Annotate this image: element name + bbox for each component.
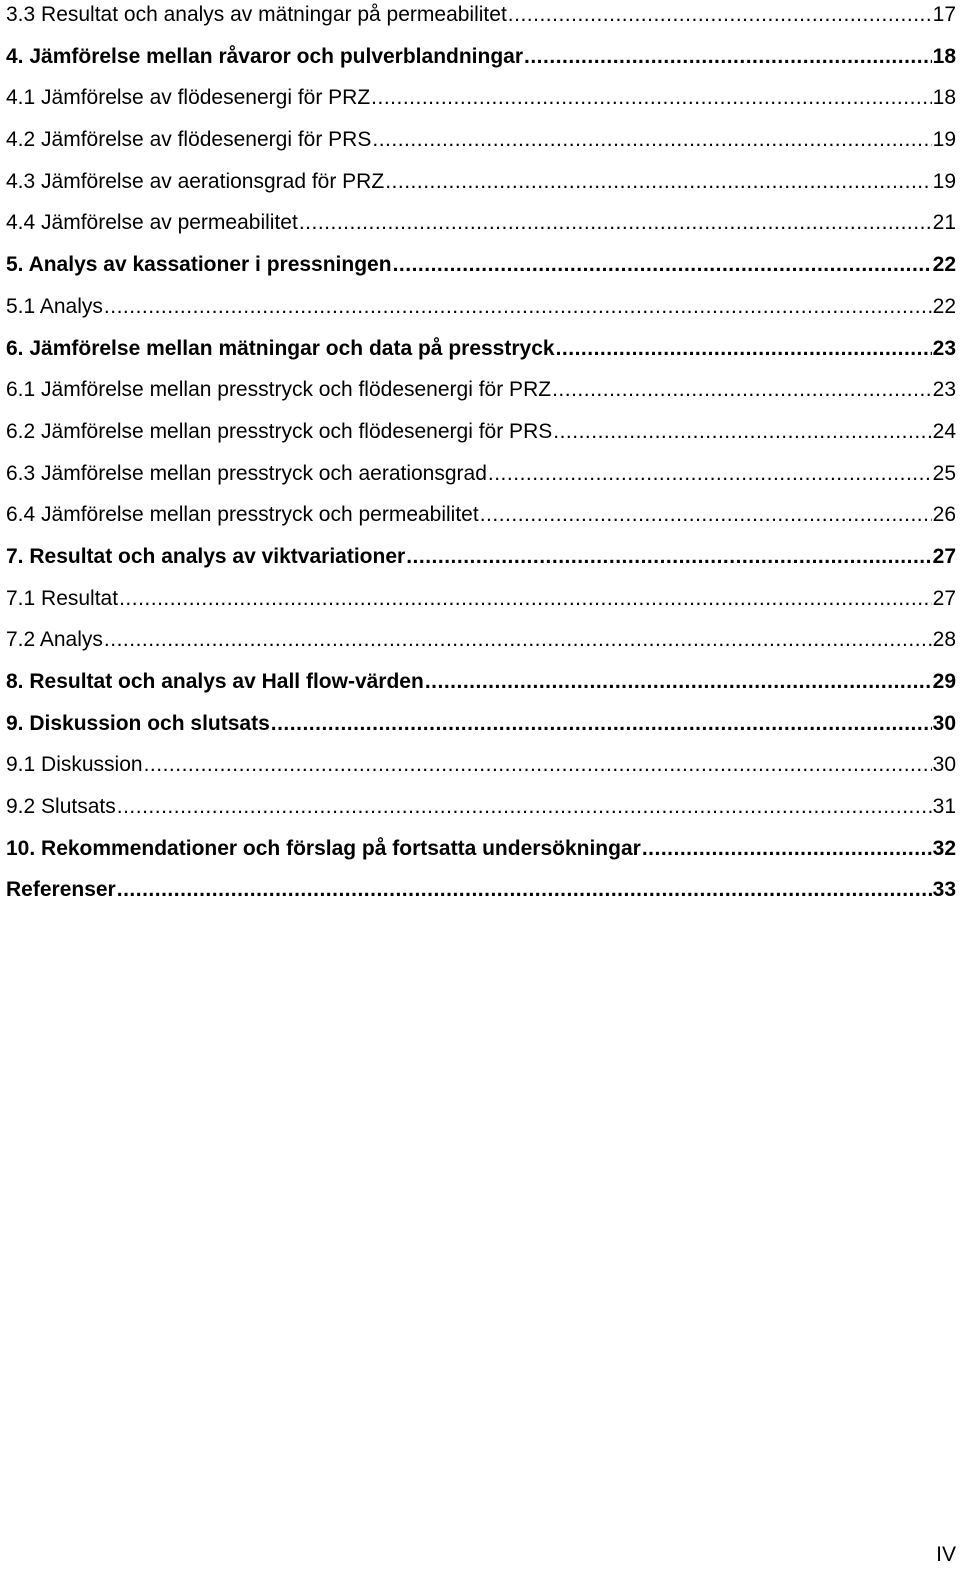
toc-dot-leader xyxy=(119,584,932,613)
toc-dot-leader xyxy=(488,459,932,488)
toc-entry[interactable] xyxy=(6,750,956,792)
toc-entry-page: 26 xyxy=(932,503,956,527)
toc-entry[interactable] xyxy=(6,667,956,709)
toc-entry-page: 24 xyxy=(932,419,956,443)
toc-entry[interactable] xyxy=(6,292,956,334)
toc-entry[interactable] xyxy=(6,125,956,167)
toc-entry-page: 18 xyxy=(932,86,956,110)
toc-entry-page: 23 xyxy=(932,378,956,402)
toc-entry[interactable] xyxy=(6,250,956,292)
toc-dot-leader xyxy=(552,375,932,404)
toc-entry-page: 28 xyxy=(932,628,956,652)
toc-dot-leader xyxy=(104,292,932,321)
toc-entry[interactable] xyxy=(6,875,956,917)
toc-entry-page: 30 xyxy=(932,711,956,735)
toc-dot-leader xyxy=(524,42,932,71)
toc-dot-leader xyxy=(117,875,932,904)
toc-entry-title: 7.1 Resultat xyxy=(6,586,119,610)
toc-entry[interactable] xyxy=(6,83,956,125)
toc-entry-title: 3.3 Resultat och analys av mätningar på permeabilitet xyxy=(6,3,507,26)
toc-entry-title: 9. Diskussion och slutsats xyxy=(6,711,270,735)
toc-entry[interactable] xyxy=(6,42,956,84)
toc-entry-title: 9.1 Diskussion xyxy=(6,753,143,777)
toc-entry-title: 7. Resultat och analys av viktvariationer xyxy=(6,544,406,568)
toc-entry[interactable] xyxy=(6,167,956,209)
toc-dot-leader xyxy=(372,125,931,154)
toc-dot-leader xyxy=(553,417,931,446)
toc-entry[interactable] xyxy=(6,375,956,417)
toc-entry-title: 10. Rekommendationer och förslag på fortsatta undersökningar xyxy=(6,836,641,860)
table-of-contents xyxy=(6,0,956,917)
toc-entry[interactable] xyxy=(6,834,956,876)
toc-entry[interactable] xyxy=(6,584,956,626)
toc-entry-title: 8. Resultat och analys av Hall flow-värden xyxy=(6,670,424,693)
toc-dot-leader xyxy=(144,750,932,779)
toc-dot-leader xyxy=(299,208,932,237)
toc-dot-leader xyxy=(406,542,931,571)
toc-dot-leader xyxy=(508,0,932,29)
toc-entry-title: 5. Analys av kassationer i pressningen xyxy=(6,253,392,277)
toc-entry-page: 18 xyxy=(932,44,956,68)
toc-entry-title: 9.2 Slutsats xyxy=(6,795,116,819)
toc-dot-leader xyxy=(117,792,932,821)
toc-entry-title: 7.2 Analys xyxy=(6,628,103,652)
toc-entry-page: 31 xyxy=(932,795,956,819)
toc-entry-page: 27 xyxy=(932,544,956,568)
toc-entry-page: 27 xyxy=(932,586,956,610)
toc-entry[interactable] xyxy=(6,0,956,42)
toc-entry-page: 30 xyxy=(932,753,956,777)
toc-dot-leader xyxy=(556,334,932,363)
toc-dot-leader xyxy=(385,167,931,196)
toc-entry[interactable] xyxy=(6,208,956,250)
toc-entry-title: 6.2 Jämförelse mellan presstryck och flödesenergi för PRS xyxy=(6,419,553,443)
toc-dot-leader xyxy=(480,500,932,529)
toc-entry-title: 6.1 Jämförelse mellan presstryck och flödesenergi för PRZ xyxy=(6,378,552,402)
toc-entry-title: 4.3 Jämförelse av aerationsgrad för PRZ xyxy=(6,169,385,193)
toc-entry-title: 4.1 Jämförelse av flödesenergi för PRZ xyxy=(6,86,371,110)
toc-entry-page: 22 xyxy=(932,294,956,318)
toc-entry-title: 6.4 Jämförelse mellan presstryck och permeabilitet xyxy=(6,503,479,527)
toc-entry[interactable] xyxy=(6,459,956,501)
toc-dot-leader xyxy=(393,250,932,279)
toc-entry-page: 33 xyxy=(932,878,956,902)
toc-entry-title: 6.3 Jämförelse mellan presstryck och aerationsgrad xyxy=(6,461,487,485)
toc-entry[interactable] xyxy=(6,417,956,459)
toc-entry-page: 32 xyxy=(932,836,956,860)
toc-entry[interactable] xyxy=(6,625,956,667)
toc-entry[interactable] xyxy=(6,500,956,542)
toc-dot-leader xyxy=(371,83,931,112)
toc-entry-page: 19 xyxy=(932,128,956,152)
toc-entry-page: 22 xyxy=(932,253,956,277)
toc-entry[interactable] xyxy=(6,334,956,376)
toc-entry[interactable] xyxy=(6,792,956,834)
toc-entry[interactable] xyxy=(6,542,956,584)
toc-entry-title: 4.4 Jämförelse av permeabilitet xyxy=(6,211,298,235)
toc-dot-leader xyxy=(642,834,932,863)
toc-entry-title: 6. Jämförelse mellan mätningar och data på presstryck xyxy=(6,336,555,360)
toc-dot-leader xyxy=(425,667,932,696)
toc-entry-page: 17 xyxy=(932,3,956,26)
toc-entry-page: 23 xyxy=(932,336,956,360)
page-number: IV xyxy=(936,1543,956,1566)
toc-entry-page: 19 xyxy=(932,169,956,193)
toc-entry-page: 25 xyxy=(932,461,956,485)
toc-entry-title: 4.2 Jämförelse av flödesenergi för PRS xyxy=(6,128,372,152)
toc-entry-title: 4. Jämförelse mellan råvaror och pulverblandningar xyxy=(6,44,524,68)
toc-dot-leader xyxy=(271,709,932,738)
toc-entry-title: 5.1 Analys xyxy=(6,294,103,318)
toc-entry-title: Referenser xyxy=(6,878,116,902)
toc-entry-page: 29 xyxy=(932,670,956,693)
toc-dot-leader xyxy=(104,625,932,654)
toc-entry[interactable] xyxy=(6,709,956,751)
toc-entry-page: 21 xyxy=(932,211,956,235)
